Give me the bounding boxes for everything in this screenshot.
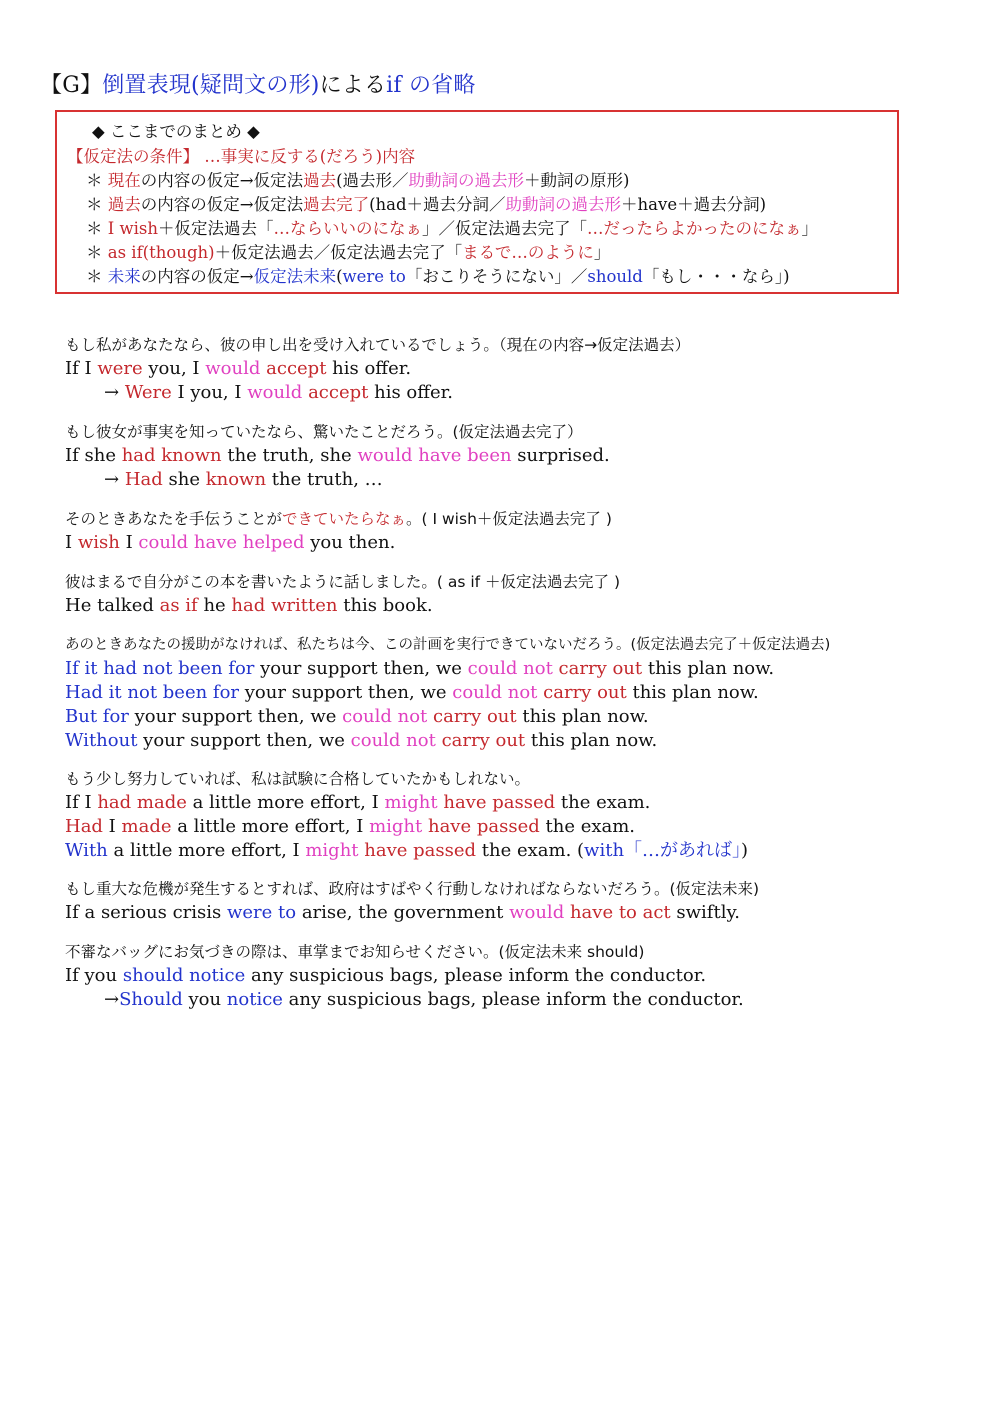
example-english <box>104 381 453 405</box>
text-segment: any suspicious bags, please inform the conductor. <box>245 965 707 986</box>
text-segment: I <box>102 816 122 837</box>
summary-line <box>86 217 818 241</box>
summary-segment: should <box>587 267 643 286</box>
text-segment: carry out <box>558 658 643 679</box>
summary-segment: ＊ <box>86 243 108 262</box>
summary-box <box>55 110 899 294</box>
example-english <box>65 705 649 729</box>
text-segment: Without <box>65 730 138 751</box>
summary-segment: were to <box>342 267 406 286</box>
text-segment: a little more effort, I <box>107 840 306 861</box>
text-segment: you then. <box>304 532 396 553</box>
summary-segment: (had＋過去分詞／ <box>369 195 506 214</box>
text-segment: accept <box>266 358 327 379</box>
text-segment: should notice <box>122 965 246 986</box>
text-segment: this plan now. <box>516 706 649 727</box>
summary-segment: 」／仮定法過去完了「 <box>422 219 588 238</box>
text-segment: I <box>65 532 78 553</box>
title-part: による <box>319 73 387 98</box>
text-segment: carry out <box>543 682 627 703</box>
title-part: if の省略 <box>386 73 476 98</box>
summary-segment: 「おこりそうにない」／ <box>405 267 588 286</box>
example-english <box>65 531 395 555</box>
summary-line <box>67 145 415 169</box>
text-segment: known <box>205 469 267 490</box>
text-segment: have passed <box>427 816 540 837</box>
summary-segment: 過去 <box>303 171 337 190</box>
example-english <box>65 681 759 705</box>
summary-segment: の内容の仮定→仮定法 <box>140 195 304 214</box>
text-segment: If you <box>65 965 123 986</box>
text-segment: If it had not been for <box>65 658 255 679</box>
summary-segment: 助動詞の過去形 <box>505 195 622 214</box>
example-english <box>104 468 383 492</box>
text-segment: そのときあなたを手伝うことが <box>65 510 283 528</box>
text-segment: the truth, she <box>221 445 358 466</box>
text-segment: If a serious crisis <box>65 902 227 923</box>
text-segment: this book. <box>337 595 433 616</box>
text-segment: made <box>121 816 172 837</box>
text-segment: arise, the government <box>296 902 510 923</box>
summary-segment: (過去形／ <box>336 171 409 190</box>
text-segment: the exam. <box>555 792 651 813</box>
text-segment: his offer. <box>368 382 454 403</box>
text-segment: a little more effort, I <box>171 816 370 837</box>
text-segment: the truth, … <box>266 469 383 490</box>
summary-segment: …ならいいのになぁ <box>273 219 423 238</box>
text-segment: carry out <box>433 706 517 727</box>
summary-segment: 現在 <box>107 171 141 190</box>
summary-segment: ＊ <box>86 195 108 214</box>
text-segment: I <box>119 532 139 553</box>
summary-segment: 過去 <box>107 195 141 214</box>
summary-line <box>86 169 629 193</box>
summary-segment: 過去完了 <box>303 195 370 214</box>
example-japanese: もし私があなたなら、彼の申し出を受け入れているでしょう。（現在の内容→仮定法過去） <box>65 336 691 354</box>
example-japanese: もし重大な危機が発生するとすれば、政府はすばやく行動しなければならないだろう。(仮定法未来) <box>65 880 760 898</box>
summary-segment: 助動詞の過去形 <box>408 171 525 190</box>
text-segment: have passed <box>443 792 556 813</box>
text-segment: 。( I wish＋仮定法過去完了 ) <box>406 510 612 528</box>
text-segment: the exam. ( <box>476 840 585 861</box>
text-segment: as if <box>159 595 198 616</box>
text-segment: He talked <box>65 595 160 616</box>
text-segment: would have been <box>357 445 512 466</box>
summary-line <box>86 241 610 265</box>
text-segment: would <box>509 902 565 923</box>
text-segment: have passed <box>364 840 477 861</box>
example-english <box>65 839 748 863</box>
text-segment: But for <box>65 706 129 727</box>
text-segment: she <box>162 469 206 490</box>
example-english <box>104 988 744 1012</box>
text-segment: had known <box>121 445 222 466</box>
text-segment: a little more effort, I <box>186 792 385 813</box>
summary-segment: 」 <box>593 243 611 262</box>
text-segment: might <box>305 840 359 861</box>
section-title <box>40 70 476 102</box>
summary-segment: 」 <box>801 219 819 238</box>
text-segment: could not <box>452 682 538 703</box>
text-segment: were to <box>226 902 297 923</box>
title-part: 【G】 <box>40 73 103 98</box>
text-segment: → <box>104 469 125 490</box>
summary-segment: ＋仮定法過去「 <box>158 219 274 238</box>
text-segment: might <box>384 792 438 813</box>
summary-line <box>86 193 766 217</box>
text-segment: wish <box>77 532 120 553</box>
summary-segment: の内容の仮定→ <box>140 267 254 286</box>
summary-segment: I wish <box>107 219 159 238</box>
text-segment: would <box>247 382 303 403</box>
example-japanese: 彼はまるで自分がこの本を書いたように話しました。( as if ＋仮定法過去完了 ) <box>65 573 620 591</box>
summary-segment: 「もし・・・なら」) <box>642 267 790 286</box>
text-segment: Had it not been for <box>65 682 240 703</box>
text-segment: could not <box>350 730 436 751</box>
summary-segment: ＋have＋過去分詞) <box>621 195 767 214</box>
example-english <box>65 901 740 925</box>
example-english <box>65 357 411 381</box>
text-segment: notice <box>226 989 283 1010</box>
text-segment: your support then, we <box>128 706 343 727</box>
text-segment: Were <box>124 382 172 403</box>
text-segment: would <box>205 358 261 379</box>
summary-segment: ( <box>336 267 343 286</box>
text-segment: With <box>65 840 108 861</box>
summary-segment: ＊ <box>86 219 108 238</box>
text-segment: had written <box>231 595 338 616</box>
text-segment: had made <box>97 792 187 813</box>
text-segment: carry out <box>441 730 526 751</box>
text-segment: I you, I <box>171 382 248 403</box>
example-english <box>65 791 650 815</box>
text-segment: this plan now. <box>525 730 658 751</box>
text-segment: could not <box>342 706 428 727</box>
summary-segment: as if(though) <box>107 243 215 262</box>
text-segment: you <box>182 989 227 1010</box>
text-segment: Had <box>124 469 163 490</box>
example-english <box>65 729 657 753</box>
summary-heading: ◆ ここまでのまとめ ◆ <box>92 122 260 141</box>
text-segment: were <box>97 358 143 379</box>
text-segment: swiftly. <box>670 902 740 923</box>
example-english <box>65 594 433 618</box>
text-segment: surprised. <box>511 445 610 466</box>
text-segment: the exam. <box>539 816 636 837</box>
example-japanese: もう少し努力していれば、私は試験に合格していたかもしれない。 <box>65 770 531 788</box>
text-segment: できていたらなぁ <box>282 510 407 528</box>
summary-segment: ＊ <box>86 171 108 190</box>
text-segment: If I <box>65 792 98 813</box>
summary-line <box>86 265 790 289</box>
text-segment: your support then, we <box>137 730 351 751</box>
text-segment: any suspicious bags, please inform the conductor. <box>282 989 744 1010</box>
example-english <box>65 657 774 681</box>
text-segment: Had <box>65 816 103 837</box>
text-segment: you, I <box>142 358 206 379</box>
example-japanese: もし彼女が事実を知っていたなら、驚いたことだろう。(仮定法過去完了） <box>65 423 583 441</box>
text-segment: could have helped <box>138 532 305 553</box>
text-segment: could not <box>467 658 553 679</box>
example-english <box>65 444 610 468</box>
example-english <box>65 815 635 839</box>
text-segment: If she <box>65 445 122 466</box>
text-segment: ) <box>741 840 749 861</box>
example-japanese: あのときあなたの援助がなければ、私たちは今、この計画を実行できていないだろう。(仮定法過去完了＋仮定法過去) <box>65 637 831 653</box>
text-segment: have to act <box>569 902 671 923</box>
summary-segment: 未来 <box>107 267 141 286</box>
summary-segment: 【仮定法の条件】 …事実に反する(だろう)内容 <box>67 147 416 166</box>
text-segment: with「…があれば」 <box>584 840 742 861</box>
text-segment: accept <box>308 382 369 403</box>
text-segment: your support then, we <box>254 658 468 679</box>
text-segment: your support then, we <box>239 682 453 703</box>
text-segment: Should <box>119 989 183 1010</box>
text-segment: his offer. <box>326 358 412 379</box>
summary-segment: の内容の仮定→仮定法 <box>140 171 304 190</box>
text-segment: this plan now. <box>642 658 775 679</box>
example-japanese <box>65 508 612 530</box>
text-segment: he <box>197 595 232 616</box>
summary-segment: …だったらよかったのになぁ <box>587 219 802 238</box>
summary-segment: 仮定法未来 <box>253 267 337 286</box>
text-segment: this plan now. <box>626 682 759 703</box>
example-english <box>65 964 706 988</box>
title-part: 倒置表現(疑問文の形) <box>102 73 320 98</box>
summary-segment: ＋動詞の原形) <box>524 171 630 190</box>
text-segment: → <box>104 989 120 1010</box>
text-segment: If I <box>65 358 98 379</box>
example-japanese: 不審なバッグにお気づきの際は、車掌までお知らせください。(仮定法未来 should) <box>65 943 645 961</box>
summary-segment: まるで…のように <box>462 243 594 262</box>
summary-segment: ＊ <box>86 267 108 286</box>
text-segment: → <box>104 382 125 403</box>
text-segment: might <box>369 816 423 837</box>
summary-segment: ＋仮定法過去／仮定法過去完了「 <box>214 243 463 262</box>
